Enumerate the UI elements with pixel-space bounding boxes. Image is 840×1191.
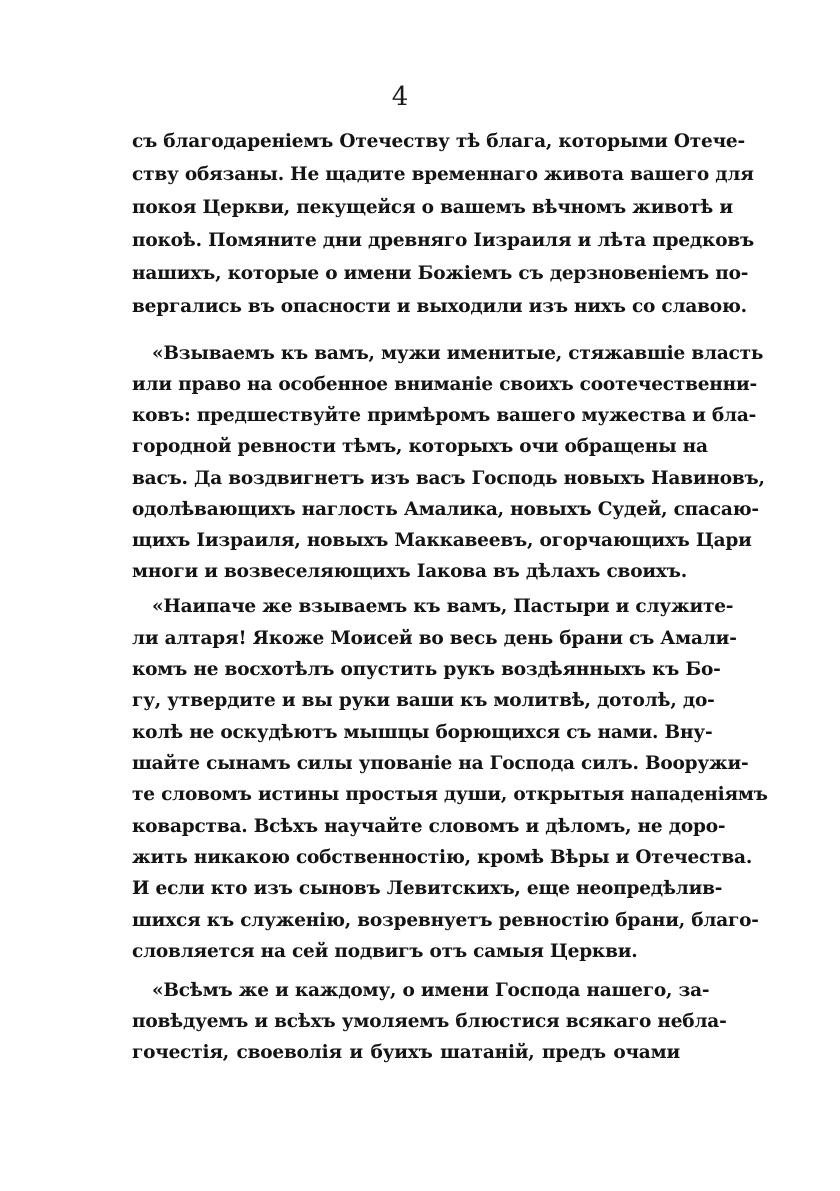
text-line: те словомъ истины простыя души, открытыя нападеніямъ [132, 784, 768, 805]
text-line: И если кто изъ сыновъ Левитскихъ, еще неопредѣлив- [132, 878, 723, 899]
text-line: щихъ Іизраиля, новыхъ Маккавеевъ, огорчающихъ Цари [132, 530, 752, 551]
text-line: повѣдуемъ и всѣхъ умоляемъ блюстися всякаго небла- [132, 1011, 727, 1032]
text-line: съ благодареніемъ Отечеству тѣ блага, которыми Отече- [132, 131, 745, 152]
text-line: городной ревности тѣмъ, которыхъ очи обращены на [132, 436, 708, 457]
text-line: словляется на сей подвигъ отъ самыя Церкви. [132, 941, 638, 962]
text-line: покоѣ. Помяните дни древняго Іизраиля и лѣта предковъ [132, 230, 755, 251]
text-line: одолѣвающихъ наглость Амалика, новыхъ Судей, спасаю- [132, 499, 759, 520]
page-number: 4 [391, 82, 409, 112]
text-line: многи и возвеселяющихъ Іакова въ дѣлахъ своихъ. [132, 561, 687, 582]
text-line: гочестія, своеволія и буихъ шатаній, предъ очами [132, 1042, 680, 1063]
text-line: ли алтаря! Якоже Моисей во весь день брани съ Амали- [132, 628, 737, 649]
text-line: шайте сынамъ силы упованіе на Господа силъ. Вооружи- [132, 753, 749, 774]
text-line: или право на особенное вниманіе своихъ соотечественни- [132, 374, 757, 395]
text-line: нашихъ, которые о имени Божіемъ съ дерзновеніемъ по- [132, 263, 749, 284]
text-line: «Всѣмъ же и каждому, о имени Господа нашего, за- [152, 980, 710, 1001]
text-line: «Наипаче же взываемъ къ вамъ, Пастыри и служите- [152, 596, 734, 617]
text-line: гу, утвердите и вы руки ваши къ молитвѣ, дотолѣ, до- [132, 690, 715, 711]
text-line: вергались въ опасности и выходили изъ нихъ со славою. [132, 296, 747, 317]
text-line: ству обязаны. Не щадите временнаго живота вашего для [132, 164, 754, 185]
text-line: коварства. Всѣхъ научайте словомъ и дѣломъ, не доро- [132, 816, 726, 837]
text-line: шихся къ служенію, возревнуетъ ревностію брани, благо- [132, 910, 759, 931]
text-line: васъ. Да воздвигнетъ изъ васъ Господь новыхъ Навиновъ, [132, 468, 765, 489]
text-line: комъ не восхотѣлъ опустить рукъ воздѣянныхъ къ Бо- [132, 659, 721, 680]
text-line: ковъ: предшествуйте примѣромъ вашего мужества и бла- [132, 405, 757, 426]
text-line: «Взываемъ къ вамъ, мужи именитые, стяжавшіе власть [152, 343, 764, 364]
text-line: жить никакою собственностію, кромѣ Вѣры и Отечества. [132, 847, 753, 868]
text-line: покоя Церкви, пекущейся о вашемъ вѣчномъ животѣ и [132, 197, 733, 218]
text-line: колѣ не оскудѣютъ мышцы борющихся съ нами. Вну- [132, 722, 713, 743]
